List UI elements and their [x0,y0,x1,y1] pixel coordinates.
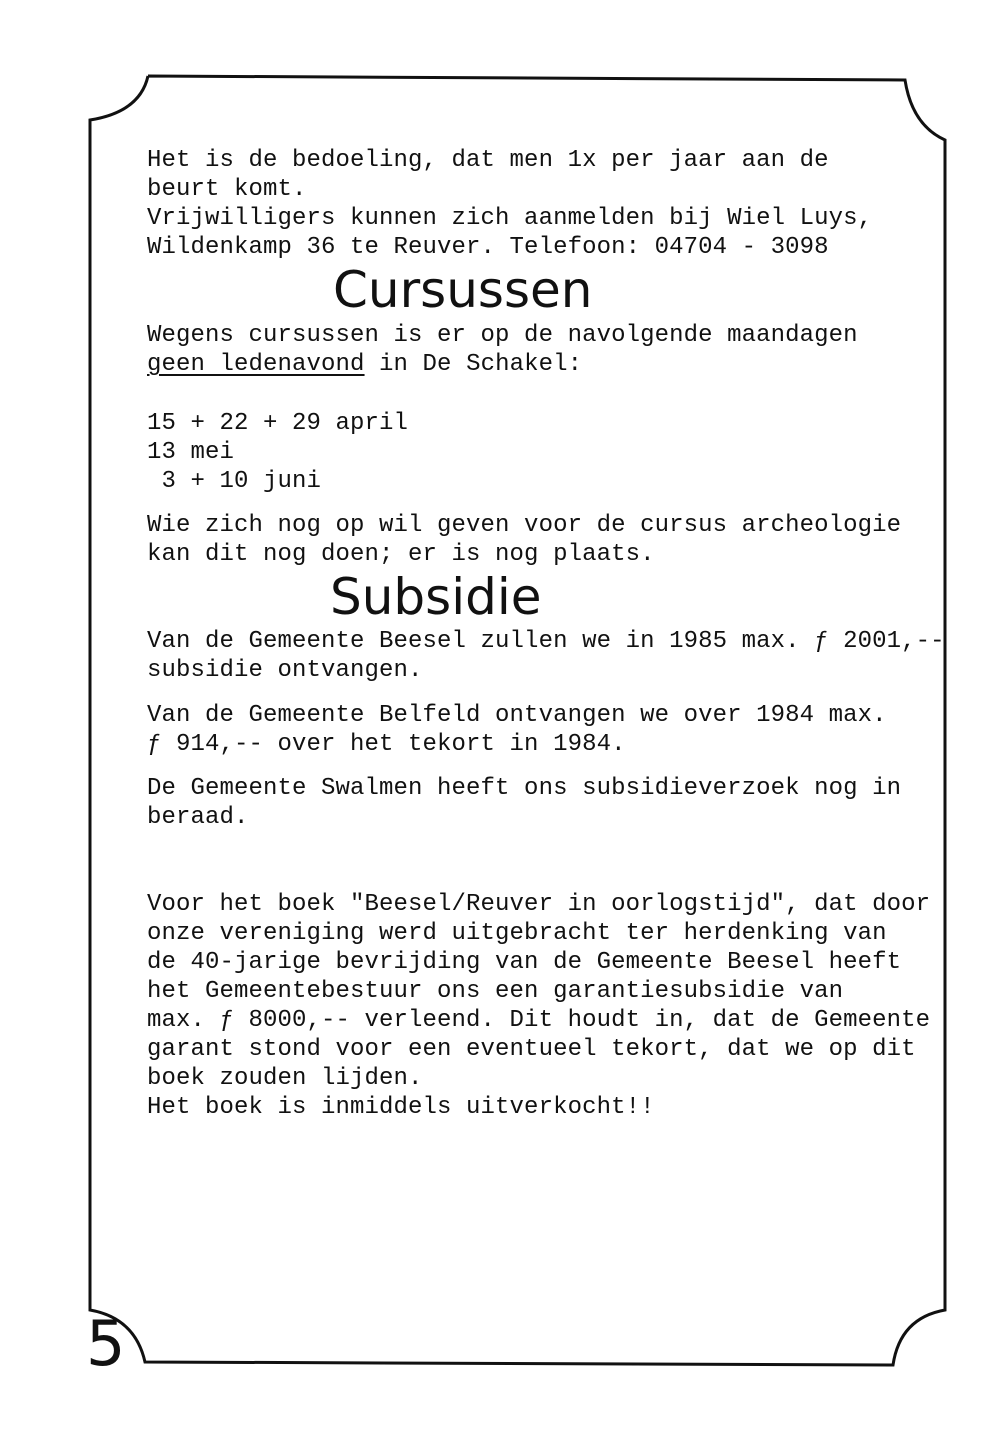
intro-line: beurt komt. [147,176,307,203]
intro-line: Wildenkamp 36 te Reuver. Telefoon: 04704 - 3098 [147,234,829,261]
page-number: 5 [86,1307,126,1380]
boek-line: de 40-jarige bevrijding van de Gemeente Beesel heeft [147,949,902,976]
boek-line: max. ƒ 8000,-- verleend. Dit houdt in, dat de Gemeente [147,1007,931,1034]
intro-line: Vrijwilligers kunnen zich aanmelden bij Wiel Luys, [147,205,873,232]
boek-line: garant stond voor een eventueel tekort, dat we op dit [147,1036,916,1063]
boek-line: Voor het boek "Beesel/Reuver in oorlogstijd", dat door [147,891,931,918]
heading-cursussen: Cursussen [333,261,593,319]
subsidie-line: Van de Gemeente Belfeld ontvangen we over 1984 max. [147,702,887,729]
boek-line: onze vereniging werd uitgebracht ter herdenking van [147,920,887,947]
date-line: 15 + 22 + 29 april [147,410,409,437]
boek-line: Het boek is inmiddels uitverkocht!! [147,1094,655,1121]
subsidie-line: Van de Gemeente Beesel zullen we in 1985 max. ƒ 2001,-- [147,628,945,655]
cursussen-line: Wegens cursussen is er op de navolgende maandagen [147,322,858,349]
subsidie-line: beraad. [147,804,249,831]
cursussen-note: kan dit nog doen; er is nog plaats. [147,541,655,568]
cursussen-line [147,350,582,379]
subsidie-line: subsidie ontvangen. [147,657,423,684]
boek-line: het Gemeentebestuur ons een garantiesubsidie van [147,978,844,1005]
subsidie-line: ƒ 914,-- over het tekort in 1984. [147,731,626,758]
heading-subsidie: Subsidie [330,568,542,626]
underlined-text: geen ledenavond [147,351,365,378]
intro-line: Het is de bedoeling, dat men 1x per jaar aan de [147,147,829,174]
text: in De Schakel: [364,351,583,378]
subsidie-line: De Gemeente Swalmen heeft ons subsidieverzoek nog in [147,775,902,802]
boek-line: boek zouden lijden. [147,1065,423,1092]
date-line: 13 mei [147,439,235,466]
date-line: 3 + 10 juni [147,468,322,495]
cursussen-note: Wie zich nog op wil geven voor de cursus archeologie [147,512,902,539]
